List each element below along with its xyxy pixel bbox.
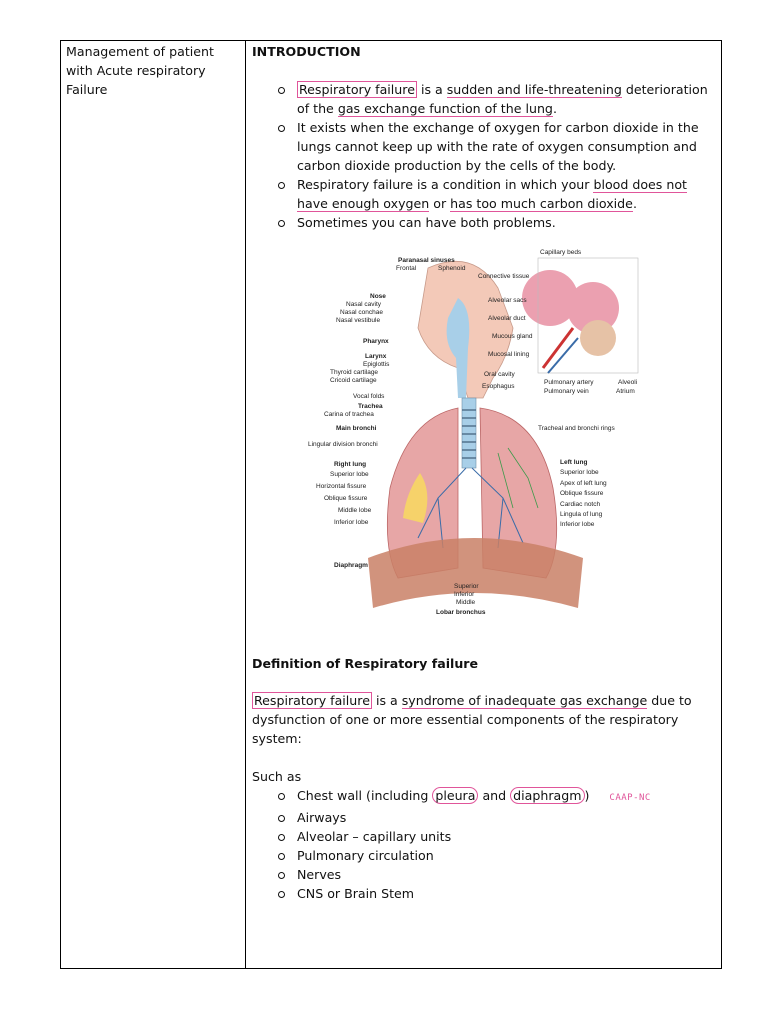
diagram-label: Sphenoid bbox=[438, 265, 466, 272]
diagram-label: Mucous gland bbox=[492, 333, 533, 340]
diagram-label: Cardiac notch bbox=[560, 501, 601, 508]
diagram-label: Middle bbox=[456, 599, 476, 606]
diagram-label: Alveoli bbox=[618, 379, 638, 386]
diagram-label: Epiglottis bbox=[363, 361, 390, 368]
list-item bbox=[252, 80, 718, 118]
diagram-label: Inferior lobe bbox=[334, 519, 369, 526]
intro-heading: INTRODUCTION bbox=[252, 44, 361, 59]
text: and bbox=[478, 788, 511, 803]
diagram-label: Alveolar duct bbox=[488, 315, 526, 322]
diagram-label: Frontal bbox=[396, 265, 417, 272]
diagram-label: Nose bbox=[370, 293, 386, 300]
diagram-label: Vocal folds bbox=[353, 393, 385, 400]
diagram-label: Lingula of lung bbox=[560, 511, 603, 518]
topic-cell bbox=[66, 42, 238, 99]
diagram-label: Oblique fissure bbox=[560, 490, 604, 497]
text: is a bbox=[416, 82, 447, 97]
text: or bbox=[429, 196, 451, 211]
highlight: pleura bbox=[432, 787, 478, 804]
list-item: Sometimes you can have both problems. bbox=[252, 213, 718, 232]
diagram-label: Diaphragm bbox=[334, 562, 368, 569]
diagram-label: Lingular division bronchi bbox=[308, 441, 378, 448]
text: is a bbox=[371, 693, 402, 708]
diagram-label: Superior lobe bbox=[330, 471, 369, 478]
content-cell bbox=[252, 42, 718, 903]
anatomy-illustration bbox=[308, 248, 658, 618]
highlight: Respiratory failure bbox=[299, 82, 415, 97]
content-table bbox=[60, 40, 722, 969]
diagram-label: Connective tissue bbox=[478, 273, 530, 280]
diagram-label: Esophagus bbox=[482, 383, 515, 390]
highlight: blood does not have enough oxygen bbox=[297, 177, 687, 211]
diagram-label: Thyroid cartilage bbox=[330, 369, 379, 376]
diagram-label: Tracheal and bronchi rings bbox=[538, 425, 615, 432]
diagram-label: Mucosal lining bbox=[488, 351, 530, 358]
text: ) bbox=[584, 788, 590, 803]
such-as-label: Such as bbox=[252, 769, 302, 784]
list-item: Alveolar – capillary units bbox=[252, 827, 718, 846]
text: . bbox=[552, 101, 557, 116]
diagram-label: Oral cavity bbox=[484, 371, 515, 378]
diagram-label: Pulmonary vein bbox=[544, 388, 589, 395]
list-item bbox=[252, 175, 718, 213]
highlight: diaphragm bbox=[510, 787, 584, 804]
intro-list bbox=[252, 80, 718, 232]
list-item: Nerves bbox=[252, 865, 718, 884]
diagram-label: Paranasal sinuses bbox=[398, 257, 455, 264]
diaphragm-shape bbox=[368, 538, 583, 608]
diagram-label: Right lung bbox=[334, 461, 367, 468]
diagram-label: Apex of left lung bbox=[560, 480, 607, 487]
list-item: CNS or Brain Stem bbox=[252, 884, 718, 903]
handwritten-note: CAAP-NC bbox=[609, 793, 651, 803]
highlight: has too much carbon dioxide bbox=[450, 196, 633, 211]
respiratory-system-diagram bbox=[308, 248, 658, 618]
list-item: Pulmonary circulation bbox=[252, 846, 718, 865]
topic-line: with Acute respiratory bbox=[66, 63, 206, 78]
highlight: syndrome of inadequate gas exchange bbox=[401, 693, 648, 708]
diagram-label: Atrium bbox=[616, 388, 635, 395]
diagram-label: Nasal vestibule bbox=[336, 317, 381, 324]
text: deterioration of the bbox=[297, 82, 708, 116]
diagram-label: Inferior bbox=[454, 591, 475, 598]
diagram-label: Alveolar sacs bbox=[488, 297, 527, 304]
text: due to dysfunction of one or more essential components of the respiratory system: bbox=[252, 693, 692, 746]
topic-line: Failure bbox=[66, 82, 108, 97]
diagram-label: Trachea bbox=[358, 403, 383, 410]
definition-heading: Definition of Respiratory failure bbox=[252, 656, 479, 671]
diagram-label: Lobar bronchus bbox=[436, 609, 486, 616]
atrium-shape bbox=[580, 320, 616, 356]
diagram-label: Inferior lobe bbox=[560, 521, 595, 528]
list-item: It exists when the exchange of oxygen for carbon dioxide in the lungs cannot keep up with the rate of oxygen consumption and carbon dioxide production by the cells of the body. bbox=[252, 118, 718, 175]
text: . bbox=[632, 196, 637, 211]
highlight: Respiratory failure bbox=[254, 693, 370, 708]
diagram-label: Cricoid cartilage bbox=[330, 377, 377, 384]
diagram-label: Pulmonary artery bbox=[544, 379, 594, 386]
definition-paragraph bbox=[252, 691, 718, 748]
diagram-label: Superior lobe bbox=[560, 469, 599, 476]
text: Respiratory failure is a condition in which your bbox=[297, 177, 594, 192]
list-item bbox=[252, 786, 718, 808]
topic-line: Management of patient bbox=[66, 44, 214, 59]
diagram-label: Pharynx bbox=[363, 338, 389, 345]
highlight: sudden and life-threatening bbox=[446, 82, 622, 97]
column-divider bbox=[245, 41, 246, 968]
diagram-label: Main bronchi bbox=[336, 425, 377, 432]
diagram-label: Nasal cavity bbox=[346, 301, 382, 308]
highlight: gas exchange function of the lung bbox=[337, 101, 553, 116]
list-item: Airways bbox=[252, 808, 718, 827]
diagram-label: Larynx bbox=[365, 353, 387, 360]
diagram-label: Oblique fissure bbox=[324, 495, 368, 502]
diagram-label: Nasal conchae bbox=[340, 309, 383, 316]
diagram-label: Horizontal fissure bbox=[316, 483, 367, 490]
text: Chest wall (including bbox=[297, 788, 433, 803]
diagram-label: Left lung bbox=[560, 459, 588, 466]
diagram-label: Carina of trachea bbox=[324, 411, 374, 418]
components-list bbox=[252, 786, 718, 903]
diagram-label: Superior bbox=[454, 583, 479, 590]
diagram-label: Capillary beds bbox=[540, 249, 582, 256]
diagram-label: Middle lobe bbox=[338, 507, 372, 514]
